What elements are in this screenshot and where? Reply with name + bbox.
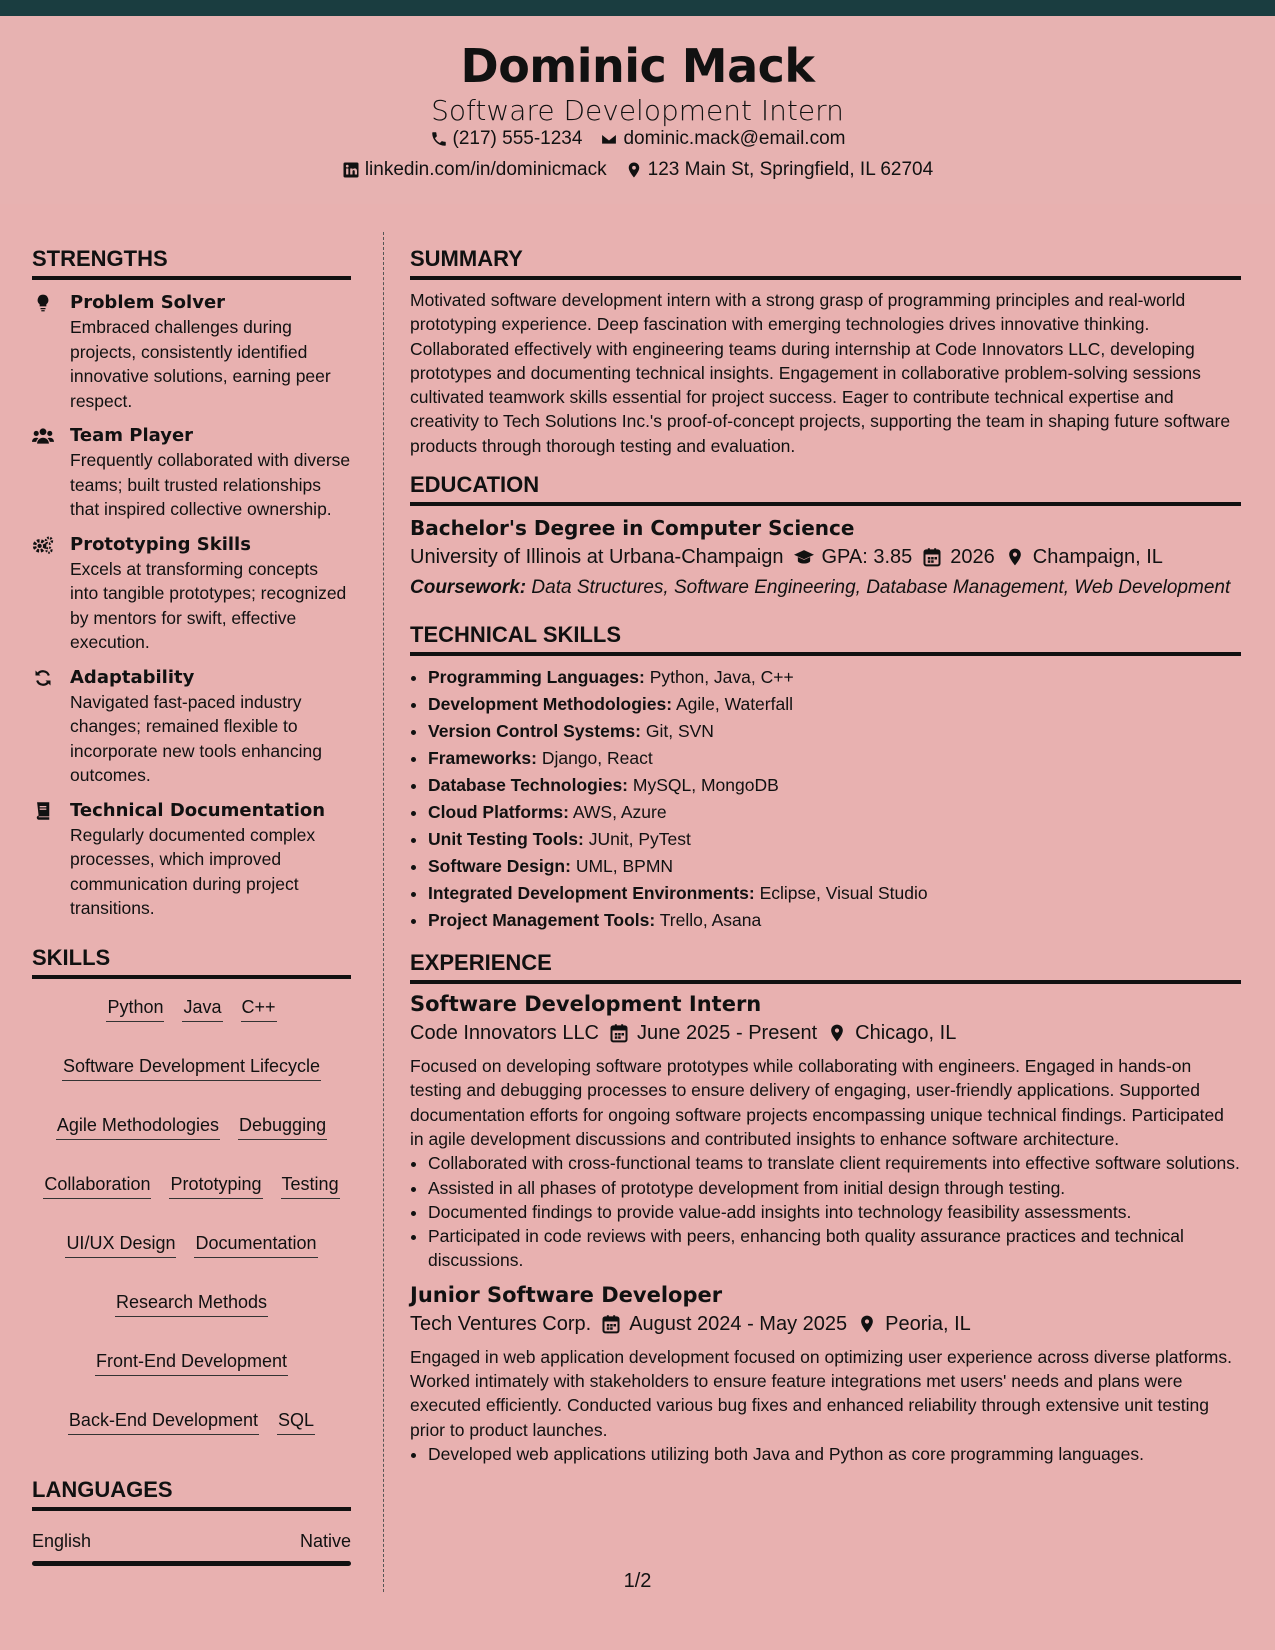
address-text: 123 Main St, Springfield, IL 62704: [647, 159, 934, 180]
degree-title: Bachelor's Degree in Computer Science: [410, 516, 855, 541]
tech-skill-value: Git, SVN: [645, 721, 714, 742]
email-text[interactable]: dominic.mack@email.com: [623, 128, 846, 149]
skill-tag: Debugging: [238, 1113, 327, 1140]
job-title: Junior Software Developer: [410, 1282, 723, 1307]
tech-skill-item: [428, 880, 1241, 907]
tech-skill-item: [428, 691, 1241, 718]
tech-skill-item: [428, 664, 1241, 691]
coursework: [410, 576, 1241, 600]
job-meta: [410, 1018, 1241, 1048]
language-row: [32, 1529, 351, 1553]
strength-title: Team Player: [70, 425, 194, 446]
strengths-list: [32, 290, 351, 921]
graduation-year: 2026: [950, 546, 995, 569]
tech-skill-value: Eclipse, Visual Studio: [759, 883, 928, 904]
skill-tag: Python: [106, 995, 164, 1022]
tech-skill-label: Unit Testing Tools:: [428, 829, 584, 850]
strength-desc: Excels at transforming concepts into tangible prototypes; recognized by mentors for swift, effective execution.: [70, 558, 347, 652]
strength-item: [32, 290, 351, 413]
skill-tag: SQL: [277, 1408, 315, 1435]
column-divider: [383, 232, 384, 1592]
phone-icon: [430, 130, 448, 148]
job-location: Chicago, IL: [855, 1022, 957, 1045]
strength-desc: Embraced challenges during projects, consistently identified innovative solutions, earning peer respect.: [70, 317, 331, 411]
strength-desc: Regularly documented complex processes, which improved communication during project transitions.: [70, 824, 316, 918]
skill-tag: Back-End Development: [68, 1408, 259, 1435]
linkedin-icon: [342, 161, 360, 179]
language-level: Native: [299, 1530, 351, 1551]
tech-skill-label: Software Design:: [428, 856, 571, 877]
map-marker-icon: [827, 1023, 847, 1043]
tech-skill-label: Development Methodologies:: [428, 694, 673, 715]
summary-text: Motivated software development intern with a strong grasp of programming principles and real-world prototyping experience. Deep fascination with emerging technologies drives innovative thinking. Collaborated effectively with engineering teams during internship at Code Innovators LLC, developing prototypes and documenting technical insights. Engagement in collaborative problem-solving sessions cultivated teamwork skills essential for project success. Eager to contribute technical expertise and creativity to Tech Solutions Inc.'s proof-of-concept projects, supporting the team in shaping future software products through thorough testing and evaluation.: [410, 290, 1231, 456]
contact-row-1: [0, 127, 1275, 151]
candidate-name: Dominic Mack: [460, 39, 815, 93]
resume-header: [0, 16, 1275, 204]
job-location: Peoria, IL: [885, 1312, 971, 1335]
users-icon: [32, 426, 54, 446]
calendar-icon: [601, 1314, 621, 1334]
skills-heading: SKILLS: [32, 943, 351, 979]
job-description: Focused on developing software prototypes while collaborating with engineers. Engaged in hands-on testing and debugging processes to ensure delivery of engaging, user-friendly applications. Supported documentation efforts for ongoing software projects encompassing unique technical findings. Participated in agile development discussions and contributed insights to enhance software architecture.: [410, 1056, 1224, 1149]
tech-skill-item: [428, 799, 1241, 826]
job-description: Engaged in web application development focused on optimizing user experience across diverse platforms. Worked intimately with stakeholders to ensure feature integrations met users' needs and plans were executed efficiently. Conducted various bug fixes and enhanced reliability through extensive unit testing prior to product launches.: [410, 1346, 1232, 1440]
edu-location: Champaign, IL: [1032, 546, 1163, 569]
gpa-text: GPA: 3.85: [821, 546, 913, 569]
strength-desc: Navigated fast-paced industry changes; remained flexible to incorporate new tools enhancing outcomes.: [70, 691, 322, 785]
address-contact: [625, 158, 934, 182]
languages-heading: LANGUAGES: [32, 1475, 351, 1511]
summary-heading: SUMMARY: [410, 244, 1241, 280]
skills-list: [32, 995, 351, 1435]
job-bullet: • Collaborated with cross-functional teams to translate client requirements into effective software solutions.: [428, 1151, 1241, 1175]
skill-tag: UI/UX Design: [65, 1231, 176, 1258]
job-dates: August 2024 - May 2025: [629, 1312, 848, 1335]
technical-skills-heading: TECHNICAL SKILLS: [410, 620, 1241, 656]
job-location-item: [857, 1309, 971, 1339]
phone-text[interactable]: (217) 555-1234: [452, 128, 583, 149]
calendar-icon: [609, 1023, 629, 1043]
tech-skill-value: AWS, Azure: [572, 802, 667, 823]
language-level-bar: [32, 1561, 351, 1566]
tech-skill-value: Trello, Asana: [659, 910, 762, 931]
map-marker-icon: [857, 1314, 877, 1334]
strength-item: [32, 532, 351, 655]
job-meta: [410, 1309, 1241, 1339]
skill-tag: Software Development Lifecycle: [62, 1054, 321, 1081]
skill-tag: Research Methods: [115, 1290, 268, 1317]
skill-tag: Testing: [281, 1172, 340, 1199]
edu-location-item: [1005, 542, 1163, 572]
email-contact: [600, 127, 845, 151]
book-icon: [32, 801, 54, 821]
phone-contact: [430, 127, 583, 151]
graduation-cap-icon: [794, 547, 814, 567]
tech-skill-label: Cloud Platforms:: [428, 802, 569, 823]
job-dates-item: [601, 1309, 847, 1339]
strength-item: [32, 423, 351, 522]
tech-skill-item: [428, 826, 1241, 853]
top-accent-bar: [0, 0, 1275, 16]
calendar-icon: [922, 547, 942, 567]
education-heading: EDUCATION: [410, 470, 1241, 506]
job-bullets: [410, 1442, 1241, 1466]
envelope-icon: [600, 130, 618, 148]
coursework-text: Data Structures, Software Engineering, Database Management, Web Development: [531, 577, 1231, 599]
tech-skill-item: [428, 853, 1241, 880]
job-location-item: [827, 1018, 956, 1048]
job-title: Software Development Intern: [410, 992, 762, 1017]
tech-skill-label: Frameworks:: [428, 748, 537, 769]
tech-skill-label: Database Technologies:: [428, 775, 629, 796]
tech-skill-label: Programming Languages:: [428, 667, 645, 688]
school-name: University of Illinois at Urbana-Champaign: [410, 546, 784, 569]
strength-title: Technical Documentation: [70, 799, 326, 821]
tech-skill-label: Integrated Development Environments:: [428, 883, 755, 904]
skill-tag: Java: [182, 995, 222, 1022]
job-bullet: • Developed web applications utilizing both Java and Python as core programming languages.: [428, 1442, 1241, 1466]
tech-skill-label: Version Control Systems:: [428, 721, 641, 742]
skill-tag: Collaboration: [43, 1172, 151, 1199]
tech-skill-value: UML, BPMN: [575, 856, 674, 877]
strength-title: Prototyping Skills: [70, 533, 251, 555]
gpa-item: [794, 542, 913, 572]
tech-skill-item: [428, 718, 1241, 745]
linkedin-contact: [342, 158, 607, 182]
company-name: Tech Ventures Corp.: [410, 1312, 592, 1335]
right-column: [410, 244, 1241, 1466]
linkedin-text[interactable]: linkedin.com/in/dominicmack: [364, 159, 607, 180]
technical-skills-list: [410, 664, 1241, 934]
coursework-label: Coursework:: [410, 577, 527, 599]
map-marker-icon: [625, 161, 643, 179]
language-name: English: [32, 1530, 92, 1551]
sync-icon: [32, 668, 54, 688]
experience-entry: [410, 990, 1241, 1273]
skill-tag: Agile Methodologies: [56, 1113, 220, 1140]
tech-skill-value: MySQL, MongoDB: [632, 775, 779, 796]
tech-skill-label: Project Management Tools:: [428, 910, 656, 931]
job-dates: June 2025 - Present: [637, 1022, 818, 1045]
strength-title: Adaptability: [70, 666, 195, 688]
tech-skill-value: JUnit, PyTest: [588, 829, 691, 850]
tech-skill-value: Python, Java, C++: [649, 667, 794, 688]
strength-desc: Frequently collaborated with diverse teams; built trusted relationships that inspired collective ownership.: [70, 450, 351, 519]
contact-row-2: [0, 158, 1275, 182]
strength-title: Problem Solver: [70, 292, 226, 313]
tech-skill-item: [428, 772, 1241, 799]
experience-entry: [410, 1281, 1241, 1466]
job-bullet: • Participated in code reviews with peers, enhancing both quality assurance practices and technical discussions.: [428, 1224, 1241, 1273]
job-bullet: • Documented findings to provide value-add insights into technology feasibility assessments.: [428, 1200, 1241, 1224]
job-bullets: [410, 1151, 1241, 1272]
skill-tag: Documentation: [194, 1231, 317, 1258]
tech-skill-item: [428, 907, 1241, 934]
lightbulb-icon: [32, 293, 54, 313]
skill-tag: Front-End Development: [95, 1349, 288, 1376]
tech-skill-item: [428, 745, 1241, 772]
map-marker-icon: [1005, 547, 1025, 567]
strength-item: [32, 798, 351, 921]
candidate-title: Software Development Intern: [431, 94, 844, 127]
left-column: [32, 244, 351, 1566]
job-dates-item: [609, 1018, 817, 1048]
skill-tag: C++: [241, 995, 277, 1022]
company-name: Code Innovators LLC: [410, 1022, 600, 1045]
tech-skill-value: Agile, Waterfall: [675, 694, 793, 715]
experience-heading: EXPERIENCE: [410, 948, 1241, 984]
skill-tag: Prototyping: [169, 1172, 262, 1199]
year-item: [922, 542, 995, 572]
strength-item: [32, 665, 351, 788]
education-meta: [410, 542, 1241, 572]
gears-icon: [32, 535, 54, 555]
job-bullet: • Assisted in all phases of prototype development from initial design through testing.: [428, 1176, 1241, 1200]
tech-skill-value: Django, React: [541, 748, 653, 769]
page-number: 1/2: [623, 1570, 652, 1592]
strengths-heading: STRENGTHS: [32, 244, 351, 280]
